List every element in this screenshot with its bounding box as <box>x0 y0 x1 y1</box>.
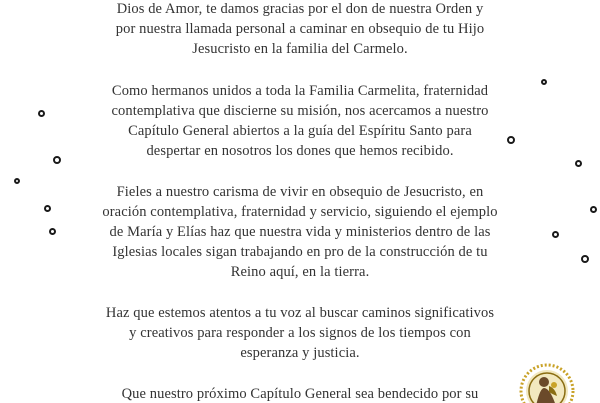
paragraph-line: oración contemplativa, fraternidad y servicio, siguiendo el ejemplo <box>102 204 498 220</box>
paragraph-line: Iglesias locales sigan trabajando en pro de la construcción de tu <box>112 244 488 260</box>
paragraph-line: Haz que estemos atentos a tu voz al buscar caminos significativos <box>105 305 495 321</box>
decorative-ring-icon <box>590 206 597 213</box>
paragraph-line: Reino aquí, en la tierra. <box>230 264 370 280</box>
decorative-ring-icon <box>38 110 45 117</box>
decorative-ring-icon <box>575 160 582 167</box>
paragraph-1 <box>70 0 530 59</box>
decorative-ring-icon <box>552 231 559 238</box>
paragraph-4 <box>70 303 530 363</box>
paragraph-line: y creativos para responder a los signos de los tiempos con <box>129 325 471 341</box>
paragraph-line: de María y Elías haz que nuestra vida y ministerios dentro de las <box>109 224 491 240</box>
paragraph-5 <box>70 384 530 403</box>
paragraph-3 <box>70 182 530 282</box>
decorative-ring-icon <box>49 228 56 235</box>
paragraph-line: por nuestra llamada personal a caminar en obsequio de tu Hijo <box>115 21 485 37</box>
decorative-ring-icon <box>541 79 547 85</box>
paragraph-line: esperanza y justicia. <box>240 345 360 361</box>
decorative-ring-icon <box>14 178 20 184</box>
paragraph-line: Como hermanos unidos a toda la Familia Carmelita, fraternidad <box>111 83 489 99</box>
paragraph-2 <box>70 81 530 161</box>
paragraph-line: Jesucristo en la familia del Carmelo. <box>192 41 408 57</box>
carmelite-emblem-icon <box>518 362 576 403</box>
paragraph-line: contemplativa que discierne su misión, nos acercamos a nuestro <box>111 103 489 119</box>
paragraph-line: Capítulo General abiertos a la guía del Espíritu Santo para <box>128 123 472 139</box>
decorative-ring-icon <box>507 136 515 144</box>
paragraph-line: Que nuestro próximo Capítulo General sea bendecido por su <box>121 386 479 402</box>
paragraph-line: Fieles a nuestro carisma de vivir en obsequio de Jesucristo, en <box>116 184 484 200</box>
decorative-ring-icon <box>53 156 61 164</box>
decorative-ring-icon <box>581 255 589 263</box>
paragraph-line: despertar en nosotros los dones que hemos recibido. <box>146 143 454 159</box>
paragraph-line: Dios de Amor, te damos gracias por el don de nuestra Orden y <box>116 1 484 17</box>
decorative-ring-icon <box>44 205 51 212</box>
